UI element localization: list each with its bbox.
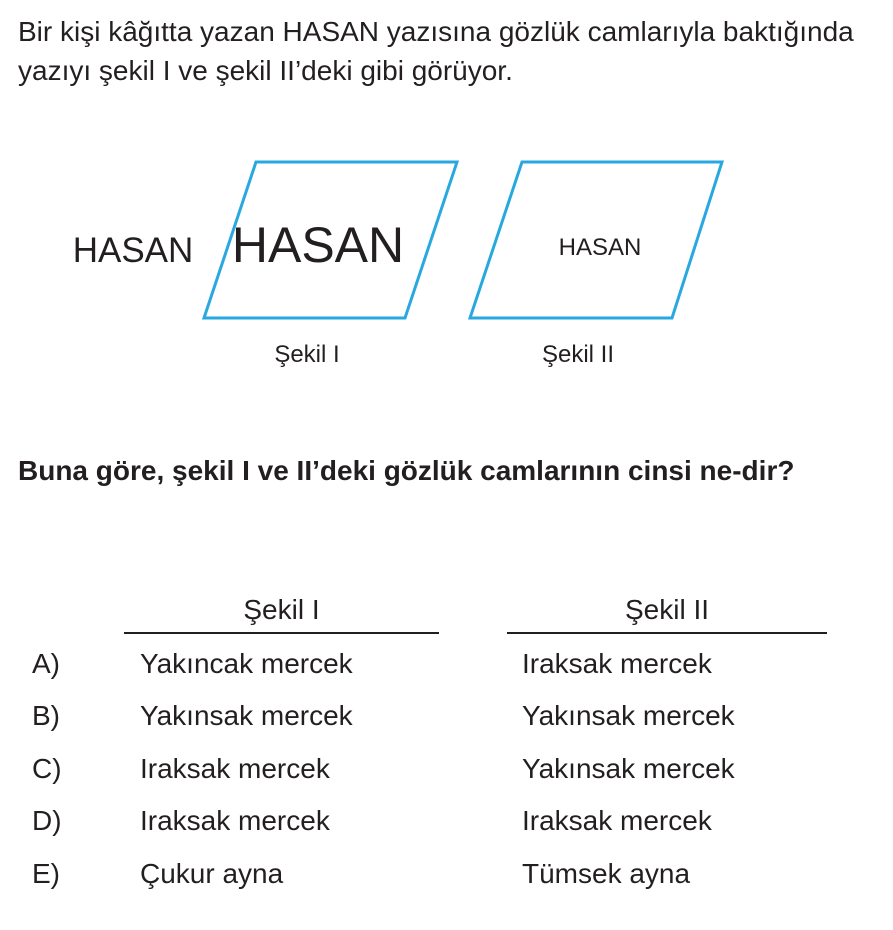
option-answer-sekil-1: Çukur ayna xyxy=(140,858,284,889)
option-answer-sekil-2: Yakınsak mercek xyxy=(522,753,735,784)
option-letter: C) xyxy=(32,753,62,784)
question-text: Buna göre, şekil I ve II’deki gözlük camlarının cinsi ne-dir? xyxy=(18,455,795,486)
option-answer-sekil-1: Iraksak mercek xyxy=(140,753,330,784)
option-answer-sekil-1: Yakınsak mercek xyxy=(140,700,353,731)
lens-2-word: HASAN xyxy=(558,234,642,261)
option-letter: E) xyxy=(32,858,60,889)
option-c[interactable] xyxy=(0,749,893,789)
caption-sekil-2: Şekil II xyxy=(541,341,615,368)
option-answer-sekil-2: Iraksak mercek xyxy=(522,805,712,836)
caption-sekil-1: Şekil I xyxy=(274,341,340,368)
option-letter: A) xyxy=(32,648,60,679)
option-e[interactable] xyxy=(0,854,893,894)
option-answer-sekil-2: Tümsek ayna xyxy=(522,858,691,889)
option-answer-sekil-2: Iraksak mercek xyxy=(522,648,712,679)
option-answer-sekil-2: Yakınsak mercek xyxy=(522,700,735,731)
option-answer-sekil-1: Yakıncak mercek xyxy=(140,648,353,679)
original-word: HASAN xyxy=(72,231,194,270)
column-header-sekil-1: Şekil I xyxy=(243,594,320,625)
lens-figure xyxy=(0,150,893,380)
option-b[interactable] xyxy=(0,696,893,736)
column-rule-1 xyxy=(124,632,439,634)
option-d[interactable] xyxy=(0,801,893,841)
option-letter: D) xyxy=(32,805,62,836)
option-answer-sekil-1: Iraksak mercek xyxy=(140,805,330,836)
column-rule-2 xyxy=(507,632,827,634)
option-a[interactable] xyxy=(0,644,893,684)
column-header-sekil-2: Şekil II xyxy=(624,594,710,625)
lens-1-word: HASAN xyxy=(231,217,405,273)
intro-paragraph: Bir kişi kâğıtta yazan HASAN yazısına gözlük camlarıyla baktığında yazıyı şekil I ve şekil II’deki gibi görüyor. xyxy=(18,16,854,86)
option-letter: B) xyxy=(32,700,60,731)
